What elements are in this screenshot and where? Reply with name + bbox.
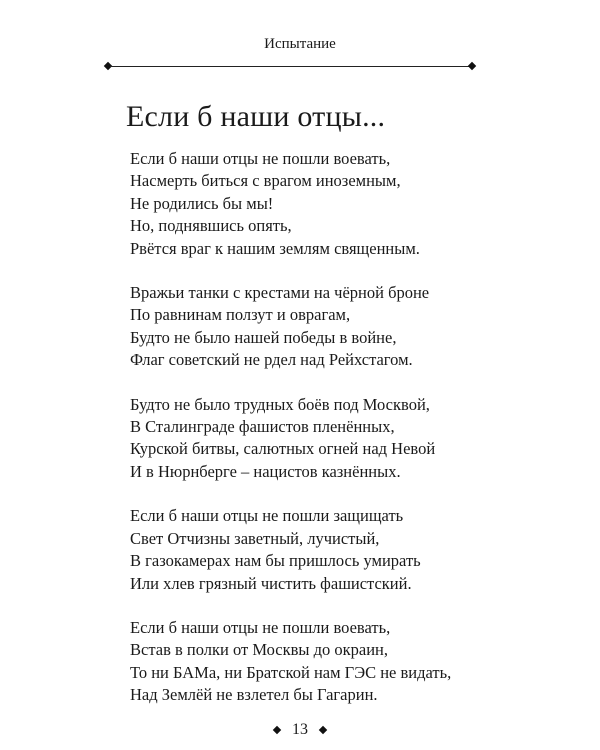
poem-line: В газокамерах нам бы пришлось умирать <box>130 551 421 571</box>
poem-line: Насмерть биться с врагом иноземным, <box>130 171 401 191</box>
stanza <box>130 505 550 595</box>
poem-title: Если б наши отцы... <box>126 100 386 133</box>
page-footer <box>0 721 600 743</box>
poem-line: По равнинам ползут и оврагам, <box>130 305 351 325</box>
poem-line: Встав в полки от Москвы до окраин, <box>130 640 388 660</box>
poem-line: Если б наши отцы не пошли защищать <box>130 506 404 526</box>
poem-line: Если б наши отцы не пошли воевать, <box>130 617 391 637</box>
poem-line: Будто не было нашей победы в войне, <box>130 327 397 347</box>
header-divider-line <box>110 66 470 67</box>
poem-line: То ни БАМа, ни Братской нам ГЭС не видать, <box>130 662 452 682</box>
stanza <box>130 282 550 372</box>
diamond-ornament-icon <box>273 726 281 734</box>
poem-line: Свет Отчизны заветный, лучистый, <box>130 528 380 548</box>
poem-line: Если б наши отцы не пошли воевать, <box>130 149 391 168</box>
running-header-title: Испытание <box>264 36 336 52</box>
stanza <box>130 148 550 260</box>
stanza <box>130 394 550 484</box>
poem-line: И в Нюрнберге – нацистов казнённых. <box>130 461 401 481</box>
poem-line: В Сталинграде фашистов пленённых, <box>130 417 395 437</box>
poem-line: Рвётся враг к нашим землям священным. <box>130 238 420 258</box>
poem-line: Не родились бы мы! <box>130 193 274 213</box>
diamond-ornament-icon <box>319 726 327 734</box>
poem-line: Вражьи танки с крестами на чёрной броне <box>130 283 430 303</box>
diamond-ornament-icon <box>468 62 476 70</box>
poem-line: Но, поднявшись опять, <box>130 216 292 236</box>
poem-line: Флаг советский не рдел над Рейхстагом. <box>130 350 413 370</box>
poem-line: Над Землёй не взлетел бы Гагарин. <box>130 685 378 705</box>
header-rule <box>104 61 476 73</box>
stanza <box>130 617 550 707</box>
poem-line: Курской битвы, салютных огней над Невой <box>130 439 436 459</box>
poem-line: Или хлев грязный чистить фашистский. <box>130 573 412 593</box>
poem-line: Будто не было трудных боёв под Москвой, <box>130 394 430 414</box>
page-number: 13 <box>292 721 308 739</box>
poem-body <box>130 148 550 729</box>
